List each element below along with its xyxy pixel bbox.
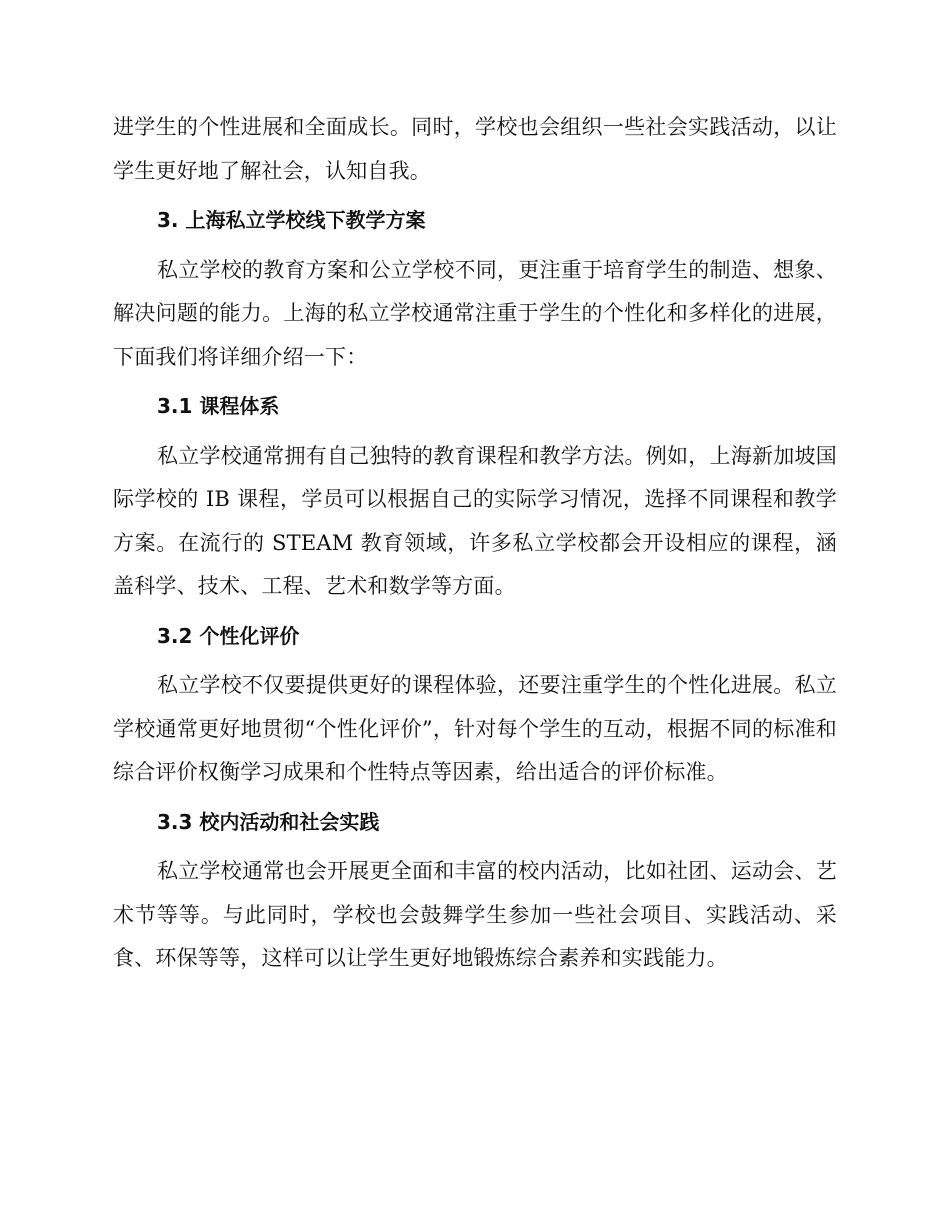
section-3-1-heading: 3.1 课程体系 <box>157 394 280 418</box>
section-3-3-paragraph: 私立学校通常也会开展更全面和丰富的校内活动，比如社团、运动会、艺术节等等。与此同时，学校也会鼓舞学生参加一些社会项目、实践活动、采食、环保等等，这样可以让学生更好地锻炼综合素养和实践能力。 <box>113 859 837 970</box>
section-3-heading: 3. 上海私立学校线下教学方案 <box>157 208 426 232</box>
section-3-1-paragraph: 私立学校通常拥有自己独特的教育课程和教学方法。例如，上海新加坡国际学校的 IB 课程，学员可以根据自己的实际学习情况，选择不同课程和教学方案。在流行的 STEAM 教育领域，许多私立学校都会开设相应的课程，涵盖科学、技术、工程、艺术和数学等方面。 <box>113 443 837 598</box>
section-3-2-paragraph: 私立学校不仅要提供更好的课程体验，还要注重学生的个性化进展。私立学校通常更好地贯彻“个性化评价”，针对每个学生的互动，根据不同的标准和综合评价权衡学习成果和个性特点等因素，给出适合的评价标准。 <box>113 673 837 784</box>
document-body <box>113 106 837 981</box>
section-3-paragraph: 私立学校的教育方案和公立学校不同，更注重于培育学生的制造、想象、解决问题的能力。上海的私立学校通常注重于学生的个性化和多样化的进展，下面我们将详细介绍一下： <box>113 257 837 369</box>
section-3-2-heading: 3.2 个性化评价 <box>157 623 300 648</box>
section-3-3-heading: 3.3 校内活动和社会实践 <box>157 809 380 834</box>
intro-paragraph: 进学生的个性进展和全面成长。同时，学校也会组织一些社会实践活动，以让学生更好地了解社会，认知自我。 <box>113 115 837 183</box>
